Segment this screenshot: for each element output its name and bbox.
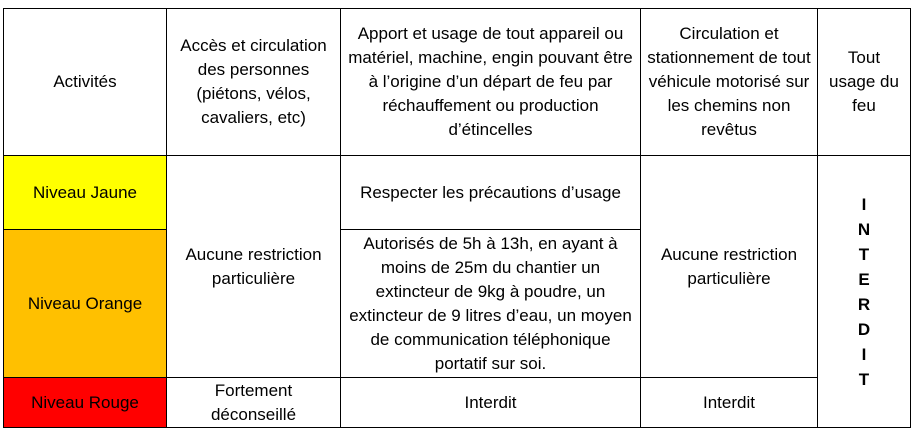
cell-apport-orange: Autorisés de 5h à 13h, en ayant à moins de 25m du chantier un extincteur de 9kg à poudre, un extincteur de 9 litres d’eau, un moyen de communication téléphonique portatif sur soi. xyxy=(341,230,641,378)
header-activites: Activités xyxy=(4,9,167,156)
header-row xyxy=(4,9,911,156)
cell-feu-interdit xyxy=(818,156,911,428)
header-apport-usage-appareil: Apport et usage de tout appareil ou matériel, machine, engin pouvant être à l’origine d’un départ de feu par réchauffement ou production d’étincelles xyxy=(341,9,641,156)
row-niveau-rouge xyxy=(4,378,911,428)
cell-apport-rouge: Interdit xyxy=(341,378,641,428)
fire-risk-activity-table xyxy=(3,8,911,428)
cell-apport-jaune: Respecter les précautions d’usage xyxy=(341,156,641,230)
level-jaune-label: Niveau Jaune xyxy=(4,156,167,230)
row-niveau-jaune xyxy=(4,156,911,230)
cell-acces-rouge: Fortement déconseillé xyxy=(167,378,341,428)
cell-circulation-rouge: Interdit xyxy=(641,378,818,428)
header-acces-circulation: Accès et circulation des personnes (piétons, vélos, cavaliers, etc) xyxy=(167,9,341,156)
interdit-vertical-text: I N T E R D I T xyxy=(857,194,871,389)
level-rouge-label: Niveau Rouge xyxy=(4,378,167,428)
header-circulation-vehicule: Circulation et stationnement de tout véhicule motorisé sur les chemins non revêtus xyxy=(641,9,818,156)
cell-acces-jaune-orange: Aucune restriction particulière xyxy=(167,156,341,378)
header-usage-feu: Tout usage du feu xyxy=(818,9,911,156)
cell-circulation-jaune-orange: Aucune restriction particulière xyxy=(641,156,818,378)
level-orange-label: Niveau Orange xyxy=(4,230,167,378)
